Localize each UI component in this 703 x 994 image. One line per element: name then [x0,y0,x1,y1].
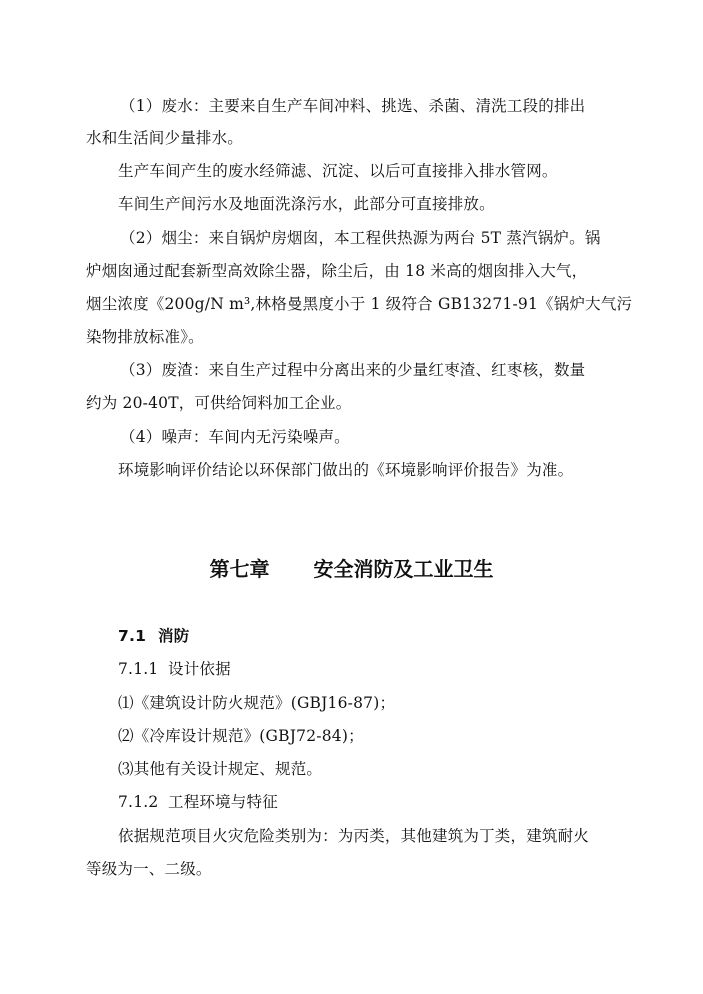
paragraph-noise: （4）噪声：车间内无污染噪声。 [120,428,350,446]
section-7-1-2-heading [118,792,278,812]
paragraph-fire-category-line1: 依据规范项目火灾危险类别为：为丙类，其他建筑为丁类，建筑耐火 [118,827,590,845]
section-7-1-1-title: 设计依据 [168,660,231,678]
paragraph-wastewater-line1: （1）废水：主要来自生产车间冲料、挑选、杀菌、清洗工段的排出 [120,97,586,115]
paragraph-smoke-line1: （2）烟尘：来自锅炉房烟囱，本工程供热源为两台 5T 蒸汽锅炉。锅 [120,229,601,247]
paragraph-smoke-line4: 染物排放标准》。 [86,328,204,346]
paragraph-production-wastewater: 生产车间产生的废水经筛滤、沉淀、以后可直接排入排水管网。 [118,162,558,180]
section-7-1-1-heading [118,659,231,679]
list-item-cold-storage-code: ⑵《冷库设计规范》(GBJ72-84)； [118,727,364,745]
list-item-other-codes: ⑶其他有关设计规定、规范。 [118,760,323,778]
list-item-fire-code: ⑴《建筑设计防火规范》(GBJ16-87)； [118,694,396,712]
chapter-title: 安全消防及工业卫生 [313,557,494,581]
chapter-heading [0,556,703,582]
section-7-1-heading [118,626,189,646]
paragraph-smoke-line3: 烟尘浓度《200g/N m³,林格曼黑度小于 1 级符合 GB13271-91《锅炉大气污 [86,295,633,313]
section-7-1-number: 7.1 [118,627,147,645]
paragraph-smoke-line2: 炉烟囱通过配套新型高效除尘器，除尘后，由 18 米高的烟囱排入大气， [86,262,588,280]
section-7-1-1-number: 7.1.1 [118,660,159,678]
section-7-1-2-title: 工程环境与特征 [168,793,278,811]
paragraph-residue-line1: （3）废渣：来自生产过程中分离出来的少量红枣渣、红枣核，数量 [120,361,586,379]
section-7-1-2-number: 7.1.2 [118,793,159,811]
paragraph-residue-line2: 约为 20-40T，可供给饲料加工企业。 [86,394,352,412]
paragraph-eia-conclusion: 环境影响评价结论以环保部门做出的《环境影响评价报告》为准。 [118,461,574,479]
paragraph-fire-category-line2: 等级为一、二级。 [86,860,212,878]
section-7-1-title: 消防 [158,627,190,645]
paragraph-wastewater-line2: 水和生活间少量排水。 [86,129,244,147]
chapter-number: 第七章 [209,557,270,581]
paragraph-workshop-sewage: 车间生产间污水及地面洗涤污水，此部分可直接排放。 [118,195,495,213]
